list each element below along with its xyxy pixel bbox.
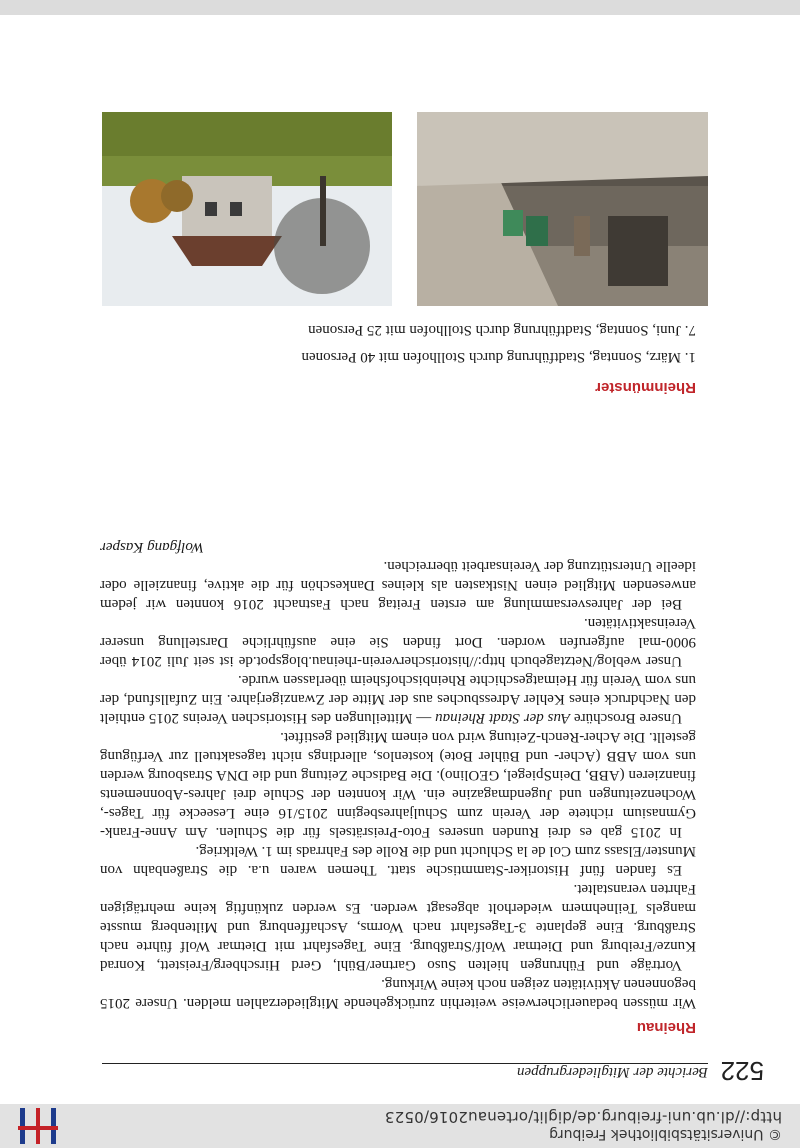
paragraph: Vorträge und Führungen hielten Suso Gartner/Bühl, Gerd Hirschberg/Freistett, Konrad Kunze/Freiburg und Dietmar Wolf/Straßburg. Eine Tagesfahrt mit Dietmar Wolf führte nach Straßburg. Eine geplante 3-Tagesfahrt nach Worms, Aschaffenburg und Miltenberg musste mangels Teilnehmern wiederholt abgesagt werden. Es werden zukünftig keine mehrtägigen Fahrten veranstaltet.	[100, 881, 696, 973]
rheinau-body	[100, 537, 696, 1012]
paragraph	[100, 670, 696, 727]
publication-title: Aus der Stadt Rheinau	[435, 710, 571, 726]
page-number: 522	[720, 1056, 764, 1086]
paragraph: Bei der Jahresversammlung am ersten Freitag nach Fastnacht 2016 konnten wir jedem anwesenden Mitglied einen Nistkasten als kleines Dankeschön für die aktive, finanzielle oder ideelle Unterstützung der Vereinsarbeit überreichen.	[100, 558, 696, 612]
document-url[interactable]: http://dl.ub.uni-freiburg.de/diglit/ortenau2016/0523	[384, 1108, 782, 1126]
running-head: Berichte der Mitgliedergruppen	[516, 1064, 708, 1080]
photo-cellar-stairs	[417, 112, 708, 306]
event-item: 1. März, Sonntag, Stadtführung durch Stollhofen mit 40 Personen	[301, 349, 696, 365]
text-run: Unsere Broschüre	[570, 710, 682, 726]
text-run: — Mitteilungen des Historischen Vereins 2015 enthielt den Nachdruck eines Kehler Adressbuches aus der Mitte der Zwanzigerjahre. Ein Zufallsfund, der uns vom Verein für Heimatgeschichte Rheinbischofsheim überlassen wurde.	[100, 672, 696, 726]
photo-village-tree	[102, 112, 392, 306]
section-title-rheinmuenster: Rheinmünster	[595, 379, 696, 396]
paragraph: Es fanden fünf Historiker-Stammtische statt. Themen waren u.a. die Straßenbahn von Munster/Elsass zum Col de la Schlucht und die Rolle des Fahrrads im 1. Weltkrieg.	[100, 843, 696, 878]
paragraph: Wir müssen bedauerlicherweise weiterhin zurückgehende Mitgliederzahlen melden. Unsere 2015 begonnenen Aktivitäten zeigen noch keine Wirkung.	[100, 976, 696, 1011]
author-signature: Wolfgang Kasper	[100, 539, 205, 555]
viewer-footer-bar	[0, 0, 800, 15]
header-rule	[102, 1063, 708, 1064]
event-item: 7. Juni, Sonntag, Stadtführung durch Stollhofen mit 25 Personen	[308, 322, 696, 338]
university-logo-icon	[18, 1108, 58, 1144]
paragraph: In 2015 gab es drei Runden unseres Foto-Preisrätsels für die Schulen. Am Anne-Frank-Gymnasium richtete der Verein zum Schuljahresbeginn 2015/16 eine Leseecke für Tages-, Wochenzeitungen und Jugendmagazine ein. Wir konnten der Schule drei Jahres-Abonnements finanzieren (ABB, DeinSpiegel, GEOlino). Die Badische Zeitung und die DNA Strasbourg werden uns vom ABB (Acher- und Bühler Bote) kostenlos, allerdings nicht tagesaktuell zur Verfügung gestellt. Die Acher-Rench-Zeitung wird von einem Mitglied gestiftet.	[100, 729, 696, 840]
event-list	[100, 312, 696, 366]
section-title-rheinau: Rheinau	[636, 1019, 696, 1036]
copyright-notice: © Universitätsbibliothek Freiburg	[549, 1126, 782, 1142]
paragraph: Unser weblog/Netztagebuch http://historischerverein-rheinau.blogspot.de ist seit Juli 2014 über 9000-mal aufgerufen worden. Dort finden Sie eine ausführliche Darstellung unserer Vereinsaktivitäten.	[100, 615, 696, 669]
viewer-bar	[0, 1104, 800, 1148]
